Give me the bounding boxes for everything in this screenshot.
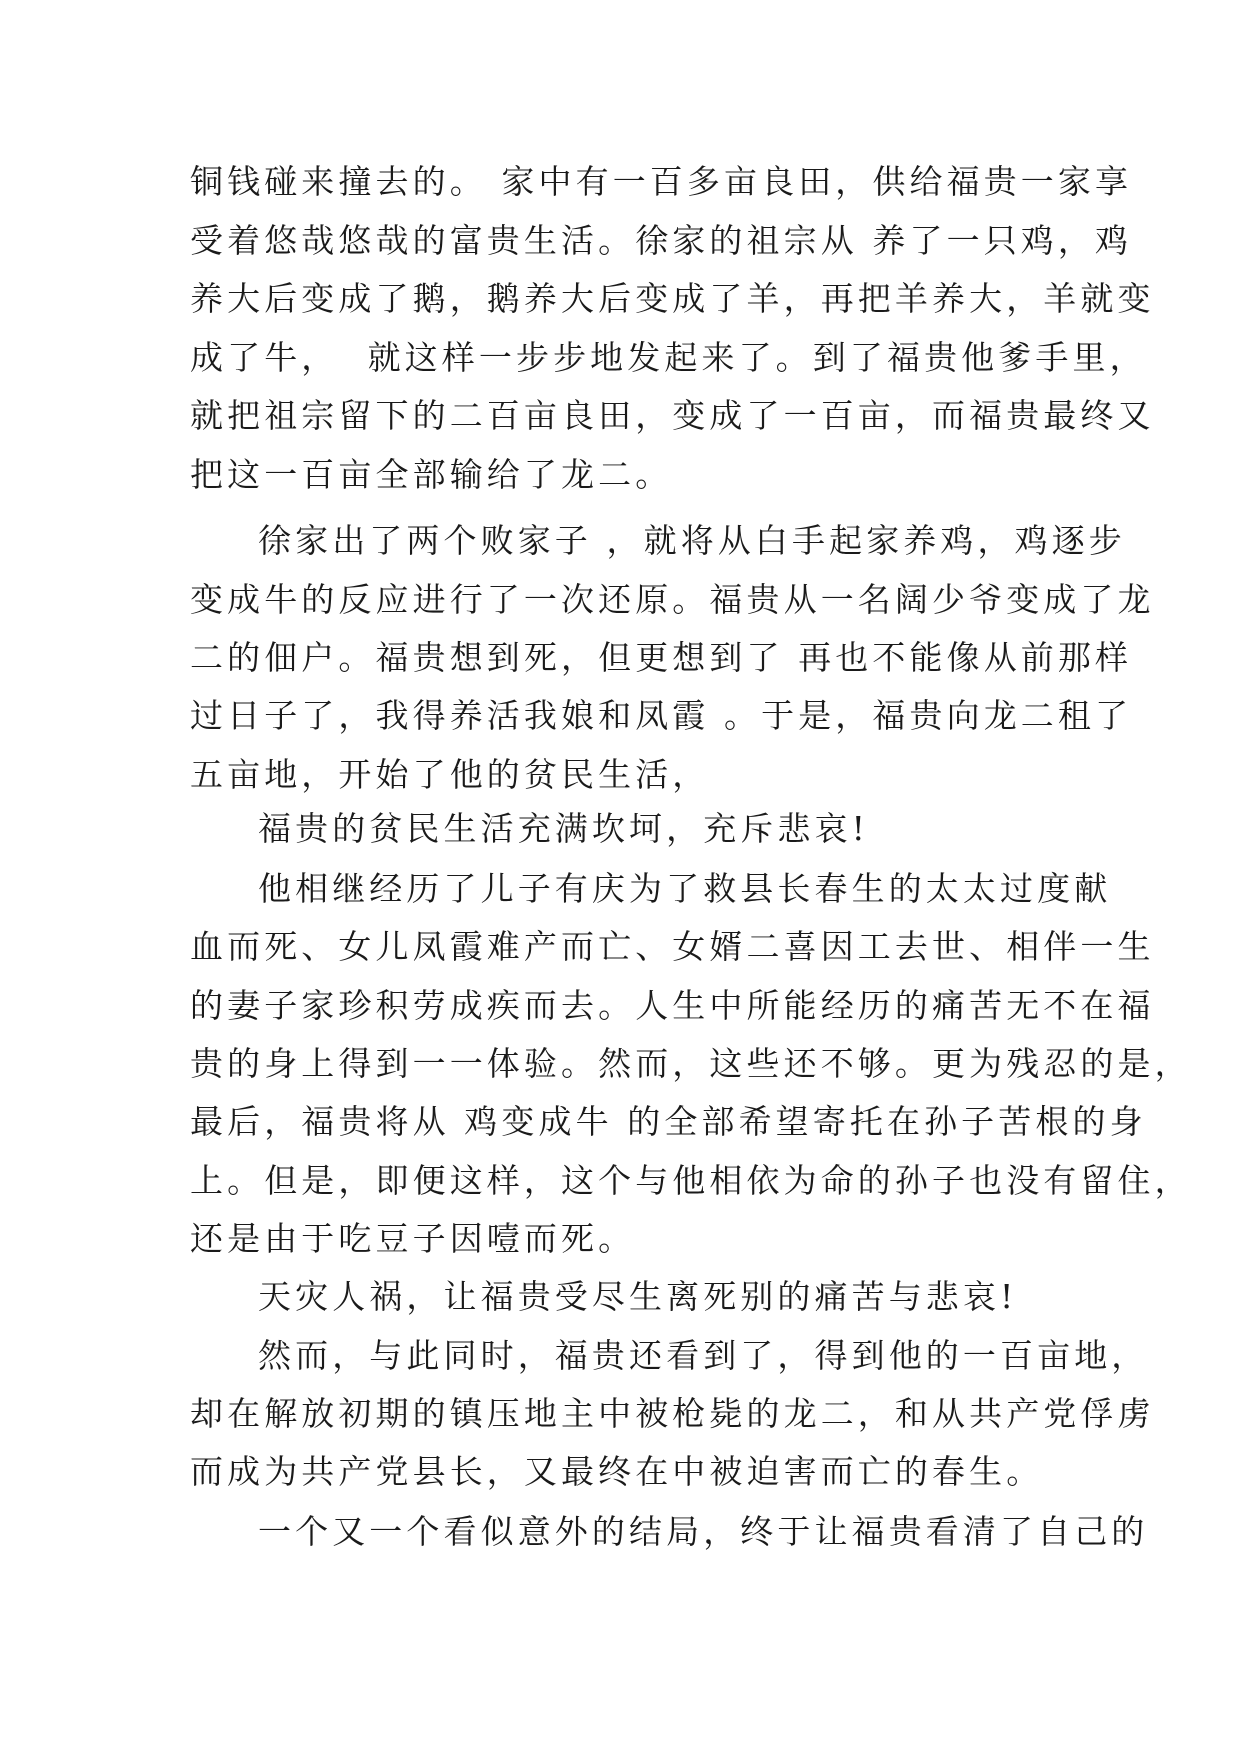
text-line: 就把祖宗留下的二百亩良田，变成了一百亩，而福贵最终又 bbox=[190, 396, 1155, 435]
text-line: 一个又一个看似意外的结局，终于让福贵看清了自己的 bbox=[258, 1512, 1149, 1551]
text-line: 而成为共产党县长，又最终在中被迫害而亡的春生。 bbox=[190, 1452, 1044, 1491]
text-line: 血而死、女儿凤霞难产而亡、女婿二喜因工去世、相伴一生 bbox=[190, 927, 1155, 966]
text-line: 天灾人祸，让福贵受尽生离死别的痛苦与悲哀! bbox=[258, 1277, 1018, 1316]
text-line: 上。但是，即便这样，这个与他相依为命的孙子也没有留住， bbox=[190, 1161, 1192, 1200]
text-line: 然而，与此同时，福贵还看到了，得到他的一百亩地， bbox=[258, 1336, 1149, 1375]
text-line: 受着悠哉悠哉的富贵生活。徐家的祖宗从 养了一只鸡，鸡 bbox=[190, 221, 1133, 260]
text-line: 却在解放初期的镇压地主中被枪毙的龙二，和从共产党俘虏 bbox=[190, 1394, 1155, 1433]
text-line: 贵的身上得到一一体验。然而，这些还不够。更为残忍的是， bbox=[190, 1044, 1192, 1083]
text-line: 铜钱碰来撞去的。 家中有一百多亩良田，供给福贵一家享 bbox=[190, 162, 1133, 201]
text-line: 养大后变成了鹅，鹅养大后变成了羊，再把羊养大，羊就变 bbox=[190, 279, 1155, 318]
text-line: 的妻子家珍积劳成疾而去。人生中所能经历的痛苦无不在福 bbox=[190, 986, 1155, 1025]
text-line: 还是由于吃豆子因噎而死。 bbox=[190, 1219, 636, 1258]
text-line: 过日子了，我得养活我娘和凤霞 。于是，福贵向龙二租了 bbox=[190, 696, 1133, 735]
text-line: 福贵的贫民生活充满坎坷，充斥悲哀! bbox=[258, 809, 869, 848]
text-line: 变成牛的反应进行了一次还原。福贵从一名阔少爷变成了龙 bbox=[190, 580, 1155, 619]
text-line: 成了牛， 就这样一步步地发起来了。到了福贵他爹手里， bbox=[190, 338, 1147, 377]
text-line: 他相继经历了儿子有庆为了救县长春生的太太过度献 bbox=[258, 869, 1112, 908]
text-line: 二的佃户。福贵想到死，但更想到了 再也不能像从前那样 bbox=[190, 638, 1133, 677]
text-line: 把这一百亩全部输给了龙二。 bbox=[190, 455, 673, 494]
text-line: 徐家出了两个败家子 ，就将从白手起家养鸡，鸡逐步 bbox=[258, 521, 1126, 560]
text-line: 五亩地，开始了他的贫民生活， bbox=[190, 755, 710, 794]
text-line: 最后，福贵将从 鸡变成牛 的全部希望寄托在孙子苦根的身 bbox=[190, 1102, 1147, 1141]
